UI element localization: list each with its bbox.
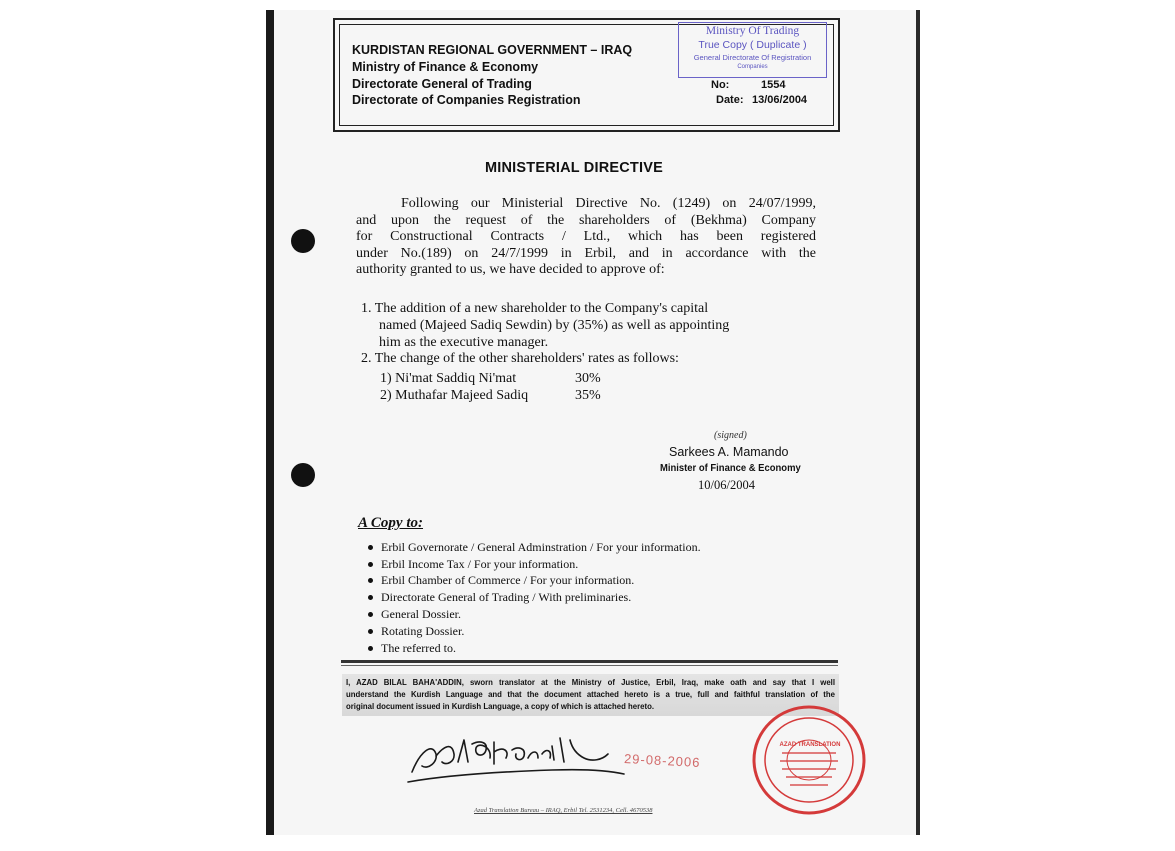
shareholder-1-rate: 30% bbox=[575, 371, 601, 386]
bullet-icon bbox=[368, 578, 373, 583]
stamp-line-1: Ministry Of Trading bbox=[705, 25, 800, 37]
footer-address: Azad Translation Bureau – IRAQ, Erbil Tel. 2531234, Cell. 4670538 bbox=[474, 807, 653, 814]
copy-heading: A Copy to: bbox=[358, 515, 424, 531]
shareholder-2-rate: 35% bbox=[575, 388, 601, 403]
punch-hole-bottom bbox=[291, 463, 315, 487]
stamp-line-2: True Copy ( Duplicate ) bbox=[698, 39, 807, 51]
item-1-line-1: 1. The addition of a new shareholder to the Company's capital bbox=[361, 301, 709, 316]
copy-item: Erbil Income Tax / For your information. bbox=[368, 557, 578, 572]
copy-item: Rotating Dossier. bbox=[368, 624, 464, 639]
copy-item: Erbil Governorate / General Adminstration / For your information. bbox=[368, 540, 701, 555]
signed-note: (signed) bbox=[714, 430, 747, 441]
copy-item: Erbil Chamber of Commerce / For your information. bbox=[368, 573, 634, 588]
handwritten-date: 29-08-2006 bbox=[623, 751, 701, 770]
true-copy-stamp bbox=[678, 22, 827, 78]
paragraph-line: under No.(189) on 24/7/1999 in Erbil, and in accordance with the bbox=[356, 245, 816, 261]
page-title: MINISTERIAL DIRECTIVE bbox=[485, 160, 663, 176]
signatory-title: Minister of Finance & Economy bbox=[660, 462, 801, 474]
gov-name: KURDISTAN REGIONAL GOVERNMENT – IRAQ bbox=[352, 43, 633, 57]
seal-text: AZAD TRANSLATION bbox=[779, 742, 841, 748]
signature-date: 10/06/2004 bbox=[698, 478, 755, 492]
divider bbox=[341, 665, 838, 666]
translator-signature bbox=[402, 732, 632, 790]
divider bbox=[341, 660, 838, 663]
date-label: Date: bbox=[716, 94, 744, 106]
bullet-icon bbox=[368, 629, 373, 634]
certification-line: original document issued in Kurdish Language, a copy of which is attached hereto. bbox=[346, 702, 655, 711]
ministry-name: Ministry of Finance & Economy bbox=[352, 60, 539, 74]
date-value: 13/06/2004 bbox=[752, 94, 808, 106]
bullet-icon bbox=[368, 545, 373, 550]
bullet-icon bbox=[368, 595, 373, 600]
bullet-icon bbox=[368, 612, 373, 617]
item-1-line-3: him as the executive manager. bbox=[379, 335, 549, 350]
bullet-icon bbox=[368, 562, 373, 567]
punch-hole-top bbox=[291, 229, 315, 253]
paragraph-line: for Constructional Contracts / Ltd., which has been registered bbox=[356, 229, 816, 245]
no-label: No: bbox=[711, 79, 730, 91]
directive-paragraph bbox=[356, 196, 816, 279]
copy-item: The referred to. bbox=[368, 641, 456, 656]
certification-line: understand the Kurdish Language and that the document attached hereto is a true, full and faithful translation of the bbox=[346, 690, 835, 699]
shareholder-2-name: 2) Muthafar Majeed Sadiq bbox=[380, 388, 529, 403]
stamp-line-3: General Directorate Of Registration bbox=[693, 53, 812, 62]
paragraph-line: and upon the request of the shareholders of (Bekhma) Company bbox=[356, 212, 816, 228]
stamp-line-4: Companies bbox=[737, 64, 768, 70]
no-value: 1554 bbox=[761, 79, 786, 91]
bullet-icon bbox=[368, 646, 373, 651]
signatory-name: Sarkees A. Mamando bbox=[669, 445, 789, 459]
paragraph-line: authority granted to us, we have decided to approve of: bbox=[356, 262, 665, 278]
copy-item: Directorate General of Trading / With preliminaries. bbox=[368, 590, 631, 605]
directorate-trading: Directorate General of Trading bbox=[352, 77, 532, 91]
directorate-companies: Directorate of Companies Registration bbox=[352, 93, 581, 107]
paragraph-line: Following our Ministerial Directive No. (1249) on 24/07/1999, bbox=[401, 196, 816, 211]
certification-line: I, AZAD BILAL BAHA'ADDIN, sworn translator at the Ministry of Justice, Erbil, Iraq, make oath and say that I well bbox=[346, 678, 835, 687]
copy-item: General Dossier. bbox=[368, 607, 461, 622]
shareholder-1-name: 1) Ni'mat Saddiq Ni'mat bbox=[380, 371, 517, 386]
translator-seal bbox=[750, 703, 868, 817]
item-1-line-2: named (Majeed Sadiq Sewdin) by (35%) as well as appointing bbox=[379, 318, 730, 333]
item-2: 2. The change of the other shareholders' rates as follows: bbox=[361, 351, 679, 366]
